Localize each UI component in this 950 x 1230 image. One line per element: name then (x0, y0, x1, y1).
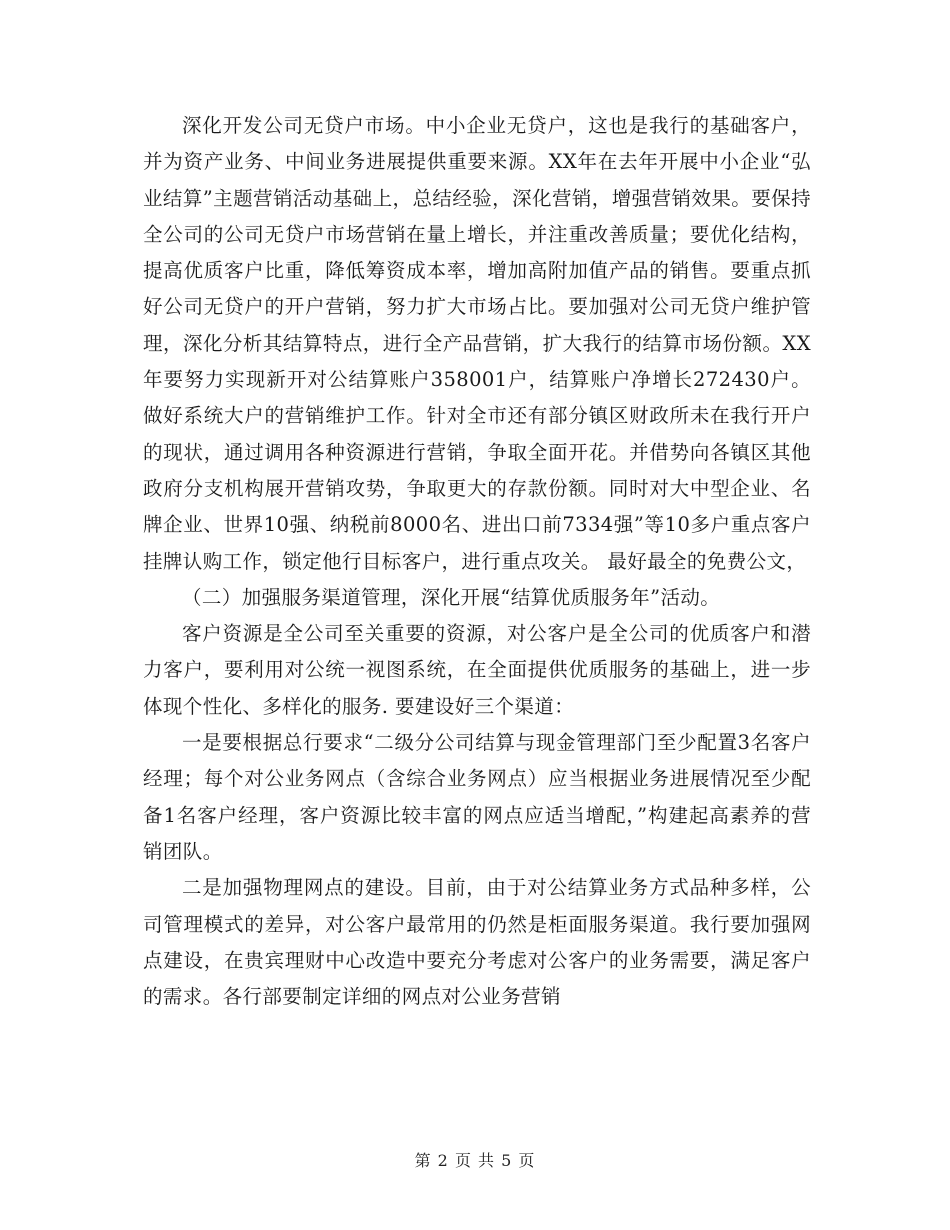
paragraph-channel-one: 一是要根据总行要求“二级分公司结算与现金管理部门至少配置3名客户经理；每个对公业务网点（含综合业务网点）应当根据业务进展情况至少配备1名客户经理，客户资源比较丰富的网点应适当增配，”构建起高素养的营销团队。 (143, 731, 811, 863)
section-heading-service-channels: （二）加强服务渠道管理，深化开展“结算优质服务年”活动。 (182, 585, 721, 609)
paragraph-channel-two: 二是加强物理网点的建设。目前，由于对公结算业务方式品种多样，公司管理模式的差异，对公客户最常用的仍然是柜面服务渠道。我行要加强网点建设，在贵宾理财中心改造中要充分考虑对公客户的业务需要，满足客户的需求。各行部要制定详细的网点对公业务营销 (143, 876, 811, 1009)
document-body (143, 108, 811, 1015)
paragraph-unsecured-client-market: 深化开发公司无贷户市场。中小企业无贷户，这也是我行的基础客户，并为资产业务、中间业务进展提供重要来源。XX年在去年开展中小企业“弘业结算”主题营销活动基础上，总结经验，深化营销，增强营销效果。要保持全公司的公司无贷户市场营销在量上增长，并注重改善质量；要优化结构，提高优质客户比重，降低筹资成本率，增加高附加值产品的销售。要重点抓好公司无贷户的开户营销，努力扩大市场占比。要加强对公司无贷户维护管理，深化分析其结算特点，进行全产品营销，扩大我行的结算市场份额。XX年要努力实现新开对公结算账户358001户，结算账户净增长272430户。 做好系统大户的营销维护工作。针对全市还有部分镇区财政所未在我行开户的现状，通过调用各种资源进行营销，争取全面开花。并借势向各镇区其他政府分支机构展开营销攻势，争取更大的存款份额。同时对大中型企业、名牌企业、世界10强、纳税前8000名、进出口前7334强”等10多户重点客户挂牌认购工作，锁定他行目标客户，进行重点攻关。 最好最全的免费公文， (143, 114, 811, 573)
page-footer: 第 2 页 共 5 页 (414, 1151, 536, 1170)
paragraph-customer-resources: 客户资源是全公司至关重要的资源，对公客户是全公司的优质客户和潜力客户，要利用对公统一视图系统，在全面提供优质服务的基础上，进一步体现个性化、多样化的服务. 要建设好三个渠道： (143, 622, 811, 718)
